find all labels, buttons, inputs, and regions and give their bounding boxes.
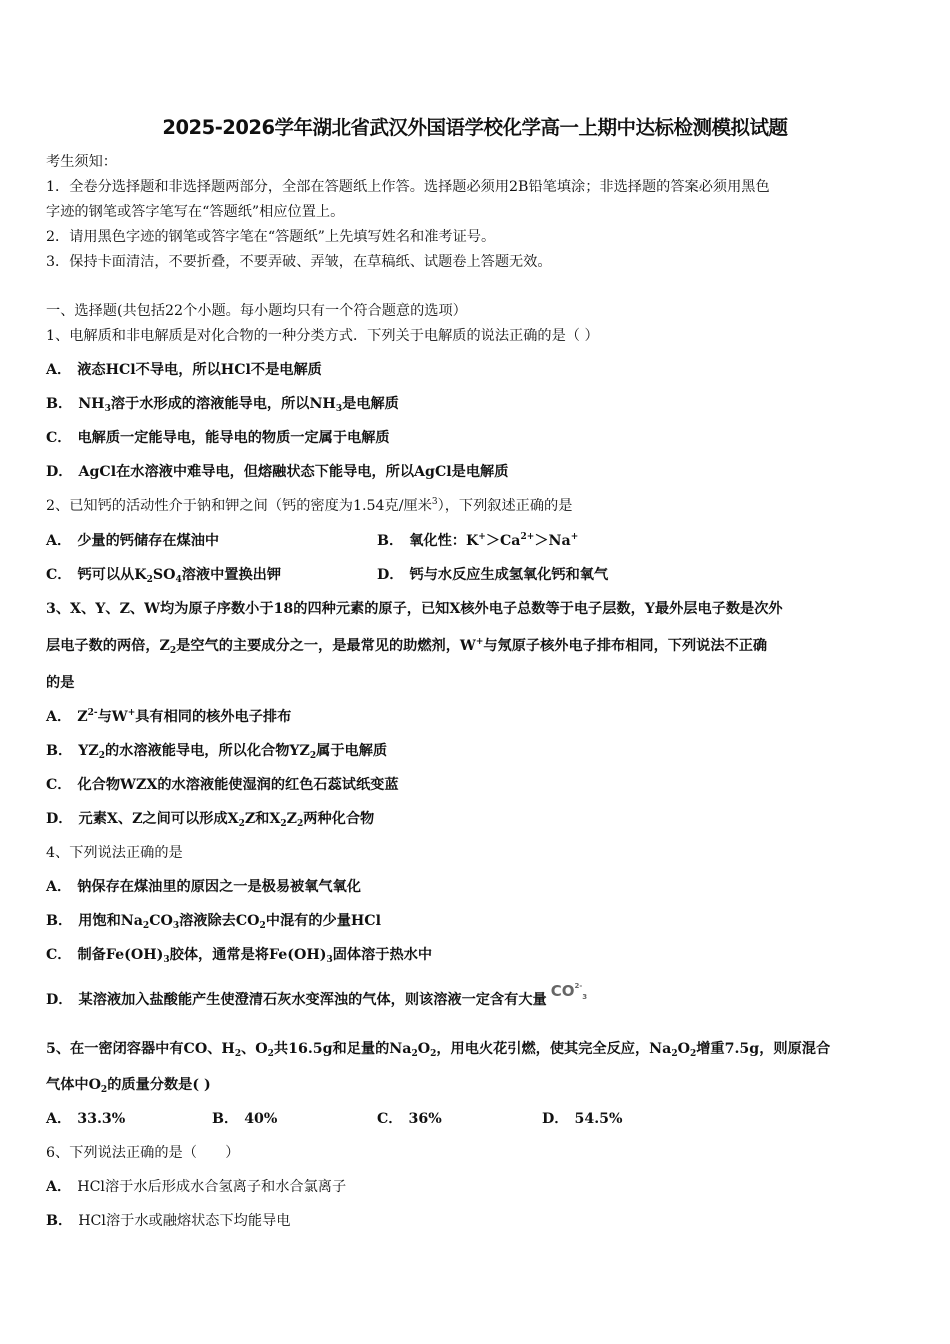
subscript: 2 bbox=[267, 1049, 274, 1059]
question-5-stem-line-1 bbox=[46, 1039, 830, 1059]
subscript: 2 bbox=[169, 646, 177, 656]
superscript: + bbox=[478, 532, 486, 542]
option-label: A． bbox=[46, 1111, 72, 1127]
question-5-stem-line-2 bbox=[46, 1075, 211, 1095]
stem-text: 层电子数的两倍，Z bbox=[46, 638, 170, 654]
subscript: 2 bbox=[411, 1049, 418, 1059]
stem-text: 共16.5g和足量的Na bbox=[273, 1041, 412, 1057]
option-text: 属于电解质 bbox=[316, 743, 388, 759]
option-text: 溶液除去CO bbox=[179, 913, 260, 929]
option-label: C． bbox=[46, 777, 72, 793]
q4-option-c[interactable] bbox=[46, 945, 432, 965]
stem-text: 5、在一密闭容器中有CO、H bbox=[46, 1041, 235, 1057]
subscript: 3 bbox=[104, 404, 111, 414]
superscript: + bbox=[570, 532, 579, 542]
superscript: 3 bbox=[431, 497, 438, 507]
stem-text: 增重7.5g，则原混合 bbox=[696, 1041, 831, 1057]
stem-text: 气体中O bbox=[46, 1077, 101, 1093]
q2-option-d[interactable] bbox=[377, 565, 608, 585]
stem-text: 2、已知钙的活动性介于钠和钾之间（钙的密度为1.54克/厘米 bbox=[46, 498, 432, 514]
option-label: B． bbox=[377, 533, 404, 549]
subscript: 2 bbox=[280, 819, 287, 829]
q4-option-a[interactable] bbox=[46, 877, 361, 897]
option-text: 元素X、Z之间可以形成X bbox=[78, 811, 239, 827]
stem-text: 是空气的主要成分之一，是最常见的助燃剂，W bbox=[176, 638, 476, 654]
option-text: 电解质一定能导电，能导电的物质一定属于电解质 bbox=[77, 430, 390, 446]
q2-option-a[interactable] bbox=[46, 531, 219, 551]
ion-symbol: CO bbox=[550, 982, 575, 1000]
option-label: D． bbox=[46, 811, 73, 827]
notice-item-1: 1．全卷分选择题和非选择题两部分，全部在答题纸上作答。选择题必须用2B铅笔填涂；非选择题的答案必须用黑色 bbox=[46, 179, 770, 195]
subscript: 2 bbox=[430, 1049, 437, 1059]
option-text: 40% bbox=[244, 1111, 278, 1127]
stem-text: ，用电火花引燃，使其完全反应，Na bbox=[436, 1041, 672, 1057]
subscript: 3 bbox=[172, 921, 180, 931]
subscript: 3 bbox=[582, 993, 588, 1001]
stem-text: O bbox=[677, 1041, 690, 1057]
option-text: 钠保存在煤油里的原因之一是极易被氧气氧化 bbox=[77, 879, 361, 895]
option-text: 用饱和Na bbox=[78, 913, 143, 929]
stem-text: O bbox=[417, 1041, 431, 1057]
carbonate-ion-formula bbox=[551, 982, 587, 1000]
q6-option-a[interactable] bbox=[46, 1177, 346, 1197]
option-text: 具有相同的核外电子排布 bbox=[135, 709, 292, 725]
option-text: HCl溶于水后形成水合氢离子和水合氯离子 bbox=[77, 1179, 347, 1195]
q4-option-d[interactable] bbox=[46, 982, 588, 1010]
subscript: 3 bbox=[163, 955, 170, 965]
option-label: B． bbox=[46, 913, 73, 929]
subscript: 2 bbox=[671, 1049, 678, 1059]
q2-option-c[interactable] bbox=[46, 565, 281, 585]
q3-option-c[interactable] bbox=[46, 775, 399, 795]
subscript: 2 bbox=[142, 921, 150, 931]
subscript: 2 bbox=[689, 1049, 697, 1059]
notice-item-3: 3．保持卡面清洁，不要折叠，不要弄破、弄皱，在草稿纸、试题卷上答题无效。 bbox=[46, 254, 552, 270]
notice-item-1-cont: 字迹的钢笔或答字笔写在“答题纸”相应位置上。 bbox=[46, 204, 345, 220]
option-label: C． bbox=[46, 430, 72, 446]
question-4-stem: 4、下列说法正确的是 bbox=[46, 845, 183, 861]
q3-option-d[interactable] bbox=[46, 809, 374, 829]
option-text: 中混有的少量HCl bbox=[265, 913, 381, 929]
subscript: 3 bbox=[326, 955, 333, 965]
option-text: 溶液中置换出钾 bbox=[181, 567, 282, 583]
stem-text: 与氖原子核外电子排布相同，下列说法不正确 bbox=[483, 638, 768, 654]
option-label: C． bbox=[46, 567, 72, 583]
subscript: 2 bbox=[309, 751, 317, 761]
subscript: 2 bbox=[100, 1085, 108, 1095]
q3-option-b[interactable] bbox=[46, 741, 387, 761]
question-3-stem-line-2 bbox=[46, 636, 767, 656]
option-text: 制备Fe(OH) bbox=[77, 947, 164, 963]
q6-option-b[interactable] bbox=[46, 1211, 290, 1231]
option-text: CO bbox=[149, 913, 173, 929]
q1-option-d[interactable] bbox=[46, 462, 508, 482]
option-text: ＞Ca bbox=[485, 533, 521, 549]
option-text: 33.3% bbox=[77, 1111, 126, 1127]
option-label: B． bbox=[46, 743, 73, 759]
option-text: 36% bbox=[408, 1111, 442, 1127]
option-text: 钙可以从K bbox=[77, 567, 147, 583]
option-label: A． bbox=[46, 879, 72, 895]
option-text: HCl溶于水或融熔状态下均能导电 bbox=[78, 1213, 291, 1229]
subscript: 2 bbox=[98, 751, 105, 761]
subscript: 2 bbox=[238, 819, 245, 829]
notice-item-2: 2．请用黑色字迹的钢笔或答字笔在“答题纸”上先填写姓名和准考证号。 bbox=[46, 229, 496, 245]
q2-option-b[interactable] bbox=[377, 531, 578, 551]
superscript: 2- bbox=[574, 982, 583, 990]
subscript: 4 bbox=[175, 575, 182, 585]
question-1-stem: 1、电解质和非电解质是对化合物的一种分类方式．下列关于电解质的说法正确的是（ ） bbox=[46, 328, 599, 344]
stem-text: ），下列叙述正确的是 bbox=[437, 498, 573, 514]
option-label: D． bbox=[46, 992, 73, 1008]
option-text: 化合物WZX的水溶液能使湿润的红色石蕊试纸变蓝 bbox=[77, 777, 399, 793]
option-text: 胶体，通常是将Fe(OH) bbox=[169, 947, 327, 963]
option-text: 与W bbox=[97, 709, 128, 725]
section-heading: 一、选择题(共包括22个小题。每小题均只有一个符合题意的选项） bbox=[46, 303, 467, 319]
option-text: Z和X bbox=[244, 811, 281, 827]
option-text: AgCl在水溶液中难导电，但熔融状态下能导电，所以AgCl是电解质 bbox=[78, 464, 509, 480]
option-text: 固体溶于热水中 bbox=[332, 947, 433, 963]
question-3-stem-line-1: 3、X、Y、Z、W均为原子序数小于18的四种元素的原子，已知X核外电子总数等于电子层数，Y最外层电子数是次外 bbox=[46, 601, 783, 617]
stem-text: 、O bbox=[241, 1041, 268, 1057]
subscript: 3 bbox=[335, 404, 343, 414]
option-label: C． bbox=[377, 1111, 403, 1127]
option-text: SO bbox=[152, 567, 176, 583]
page-title: 2025-2026学年湖北省武汉外国语学校化学高一上期中达标检测模拟试题 bbox=[162, 116, 788, 139]
superscript: 2+ bbox=[520, 532, 535, 542]
option-text: 是电解质 bbox=[342, 396, 399, 412]
superscript: + bbox=[127, 708, 136, 718]
q3-option-a[interactable] bbox=[46, 707, 291, 727]
subscript: 2 bbox=[297, 819, 304, 829]
option-label: D． bbox=[46, 464, 73, 480]
option-label: C． bbox=[46, 947, 72, 963]
q4-option-b[interactable] bbox=[46, 911, 381, 931]
subscript: 2 bbox=[146, 575, 153, 585]
question-2-stem bbox=[46, 496, 572, 516]
option-label: B． bbox=[46, 1213, 73, 1229]
option-label: B． bbox=[212, 1111, 239, 1127]
option-text: Z bbox=[286, 811, 298, 827]
option-text: 氧化性：K bbox=[409, 533, 479, 549]
option-text: 少量的钙储存在煤油中 bbox=[77, 533, 220, 549]
option-label: A． bbox=[46, 1179, 72, 1195]
option-text: ＞Na bbox=[534, 533, 571, 549]
option-text: 某溶液加入盐酸能产生使澄清石灰水变浑浊的气体，则该溶液一定含有大量 bbox=[78, 992, 547, 1008]
option-label: A． bbox=[46, 709, 72, 725]
option-text: 液态HCl不导电，所以HCl不是电解质 bbox=[77, 362, 322, 378]
option-label: A． bbox=[46, 533, 72, 549]
q1-option-c[interactable] bbox=[46, 428, 390, 448]
subscript: 2 bbox=[234, 1049, 242, 1059]
option-label: D． bbox=[542, 1111, 569, 1127]
q5-option-d[interactable] bbox=[542, 1109, 623, 1129]
subscript: 2 bbox=[259, 921, 266, 931]
option-label: A． bbox=[46, 362, 72, 378]
q5-option-c[interactable] bbox=[377, 1109, 442, 1129]
stem-text: 的质量分数是( ) bbox=[107, 1077, 211, 1093]
q1-option-b[interactable] bbox=[46, 394, 399, 414]
question-3-stem-line-3: 的是 bbox=[46, 675, 75, 691]
option-label: D． bbox=[377, 567, 404, 583]
question-6-stem: 6、下列说法正确的是（ ） bbox=[46, 1145, 240, 1161]
option-text: 钙与水反应生成氢氧化钙和氧气 bbox=[409, 567, 609, 583]
q1-option-a[interactable] bbox=[46, 360, 322, 380]
option-label: B． bbox=[46, 396, 73, 412]
superscript: + bbox=[475, 637, 484, 647]
notice-heading: 考生须知： bbox=[46, 154, 117, 170]
superscript: 2- bbox=[87, 708, 98, 718]
option-text: Z bbox=[77, 709, 88, 725]
option-text: 两种化合物 bbox=[303, 811, 375, 827]
option-text: YZ bbox=[78, 743, 99, 759]
option-text: 54.5% bbox=[574, 1111, 623, 1127]
option-text: 的水溶液能导电，所以化合物YZ bbox=[104, 743, 310, 759]
option-text: 溶于水形成的溶液能导电，所以NH bbox=[110, 396, 336, 412]
option-text: NH bbox=[78, 396, 105, 412]
q5-option-b[interactable] bbox=[212, 1109, 277, 1129]
q5-option-a[interactable] bbox=[46, 1109, 125, 1129]
